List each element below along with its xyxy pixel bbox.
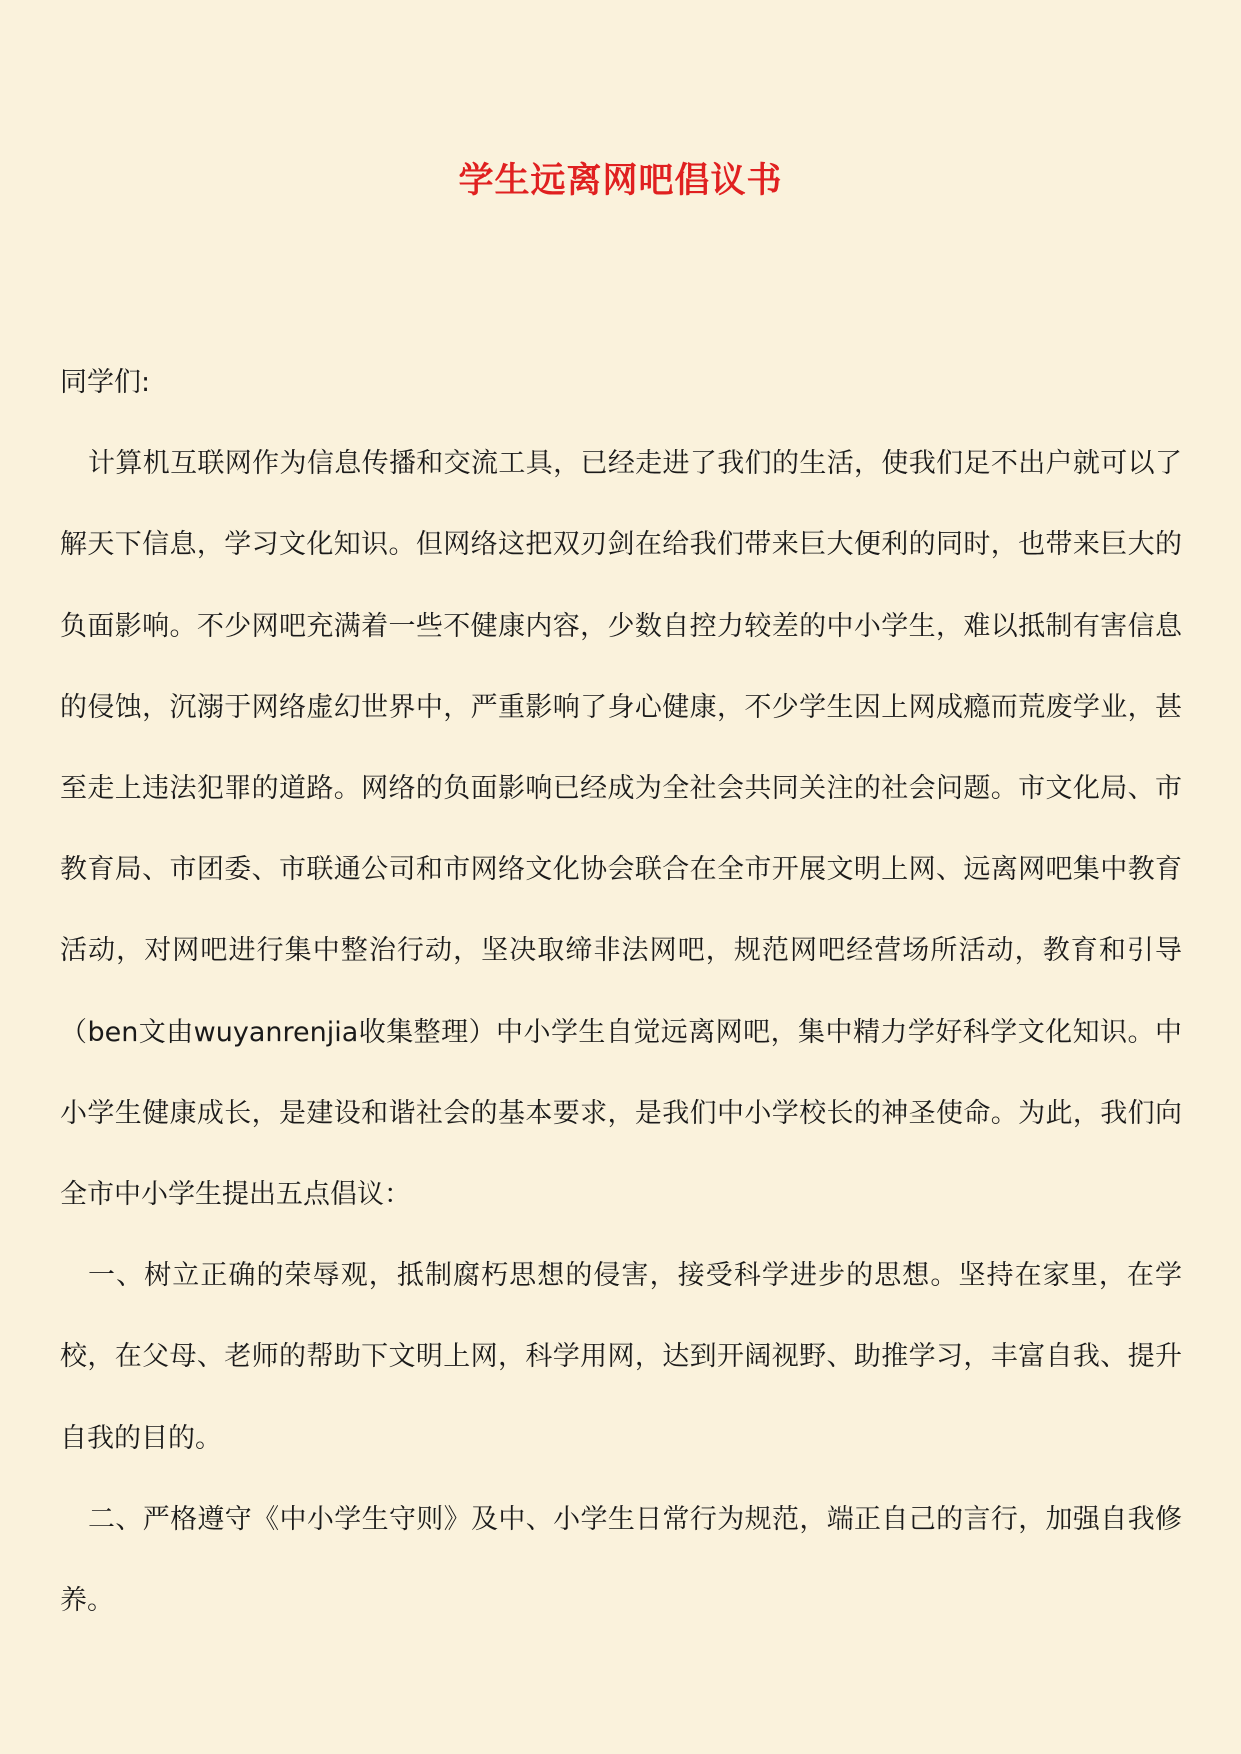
document-title: 学生远离网吧倡议书 [458, 160, 783, 201]
paragraph-proposal-1: 一、树立正确的荣辱观，抵制腐朽思想的侵害，接受科学进步的思想。坚持在家里，在学校，在父母、老师的帮助下文明上网，科学用网，达到开阔视野、助推学习，丰富自我、提升自我的目的。 [60, 1260, 1182, 1454]
salutation: 同学们: [60, 367, 151, 398]
paragraph-intro: 计算机互联网作为信息传播和交流工具，已经走进了我们的生活，使我们足不出户就可以了解天下信息，学习文化知识。但网络这把双刃剑在给我们带来巨大便利的同时，也带来巨大的负面影响。不少网吧充满着一些不健康内容，少数自控力较差的中小学生，难以抵制有害信息的侵蚀，沉溺于网络虚幻世界中，严重影响了身心健康，不少学生因上网成瘾而荒废学业，甚至走上违法犯罪的道路。网络的负面影响已经成为全社会共同关注的社会问题。市文化局、市教育局、市团委、市联通公司和市网络文化协会联合在全市开展文明上网、远离网吧集中教育活动，对网吧进行集中整治行动，坚决取缔非法网吧，规范网吧经营场所活动，教育和引导（ben文由wuyanrenjia收集整理）中小学生自觉远离网吧，集中精力学好科学文化知识。中小学生健康成长，是建设和谐社会的基本要求，是我们中小学校长的神圣使命。为此，我们向全市中小学生提出五点倡议： [60, 448, 1182, 1211]
paragraph-proposal-2: 二、严格遵守《中小学生守则》及中、小学生日常行为规范，端正自己的言行，加强自我修养。 [60, 1503, 1182, 1617]
document-body [60, 342, 1182, 1641]
